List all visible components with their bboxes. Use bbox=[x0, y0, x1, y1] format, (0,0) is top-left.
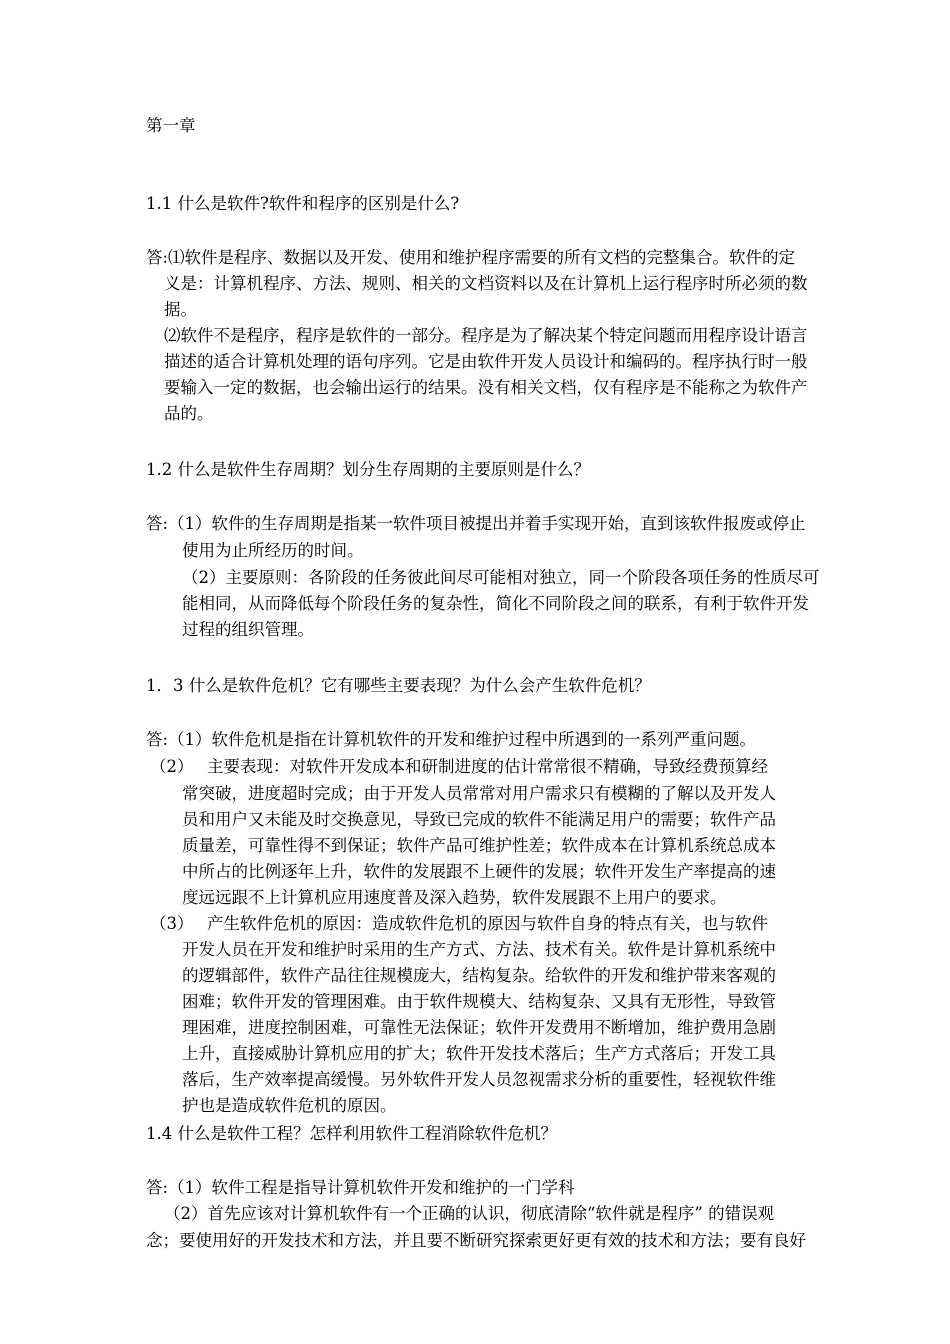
answer-1-2-line-4: 能相同，从而降低每个阶段任务的复杂性，简化不同阶段之间的联系，有利于软件开发 bbox=[182, 594, 809, 613]
answer-1-3-line-15: 护也是造成软件危机的原因。 bbox=[182, 1096, 397, 1115]
answer-1-3-line-13: 上升，直接威胁计算机应用的扩大；软件开发技术落后；生产方式落后；开发工具 bbox=[182, 1044, 776, 1063]
answer-1-4-line-2: （2）首先应该对计算机软件有一个正确的认识，彻底清除“软件就是程序” 的错误观 bbox=[164, 1204, 775, 1223]
answer-1-3-line-10: 的逻辑部件，软件产品往往规模庞大，结构复杂。给软件的开发和维护带来客观的 bbox=[182, 966, 776, 985]
answer-1-3-line-6: 中所占的比例逐年上升，软件的发展跟不上硬件的发展；软件开发生产率提高的速 bbox=[182, 862, 776, 881]
question-1-2: 1.2 什么是软件生存周期？划分生存周期的主要原则是什么？ bbox=[146, 460, 590, 479]
answer-1-1-line-1: 答:⑴软件是程序、数据以及开发、使用和维护程序需要的所有文档的完整集合。软件的定 bbox=[146, 248, 796, 267]
answer-1-3-line-5: 质量差，可靠性得不到保证；软件产品可维护性差；软件成本在计算机系统总成本 bbox=[182, 836, 776, 855]
answer-1-2-line-3: （2）主要原则：各阶段的任务彼此间尽可能相对独立，同一个阶段各项任务的性质尽可 bbox=[182, 568, 820, 587]
answer-1-1-line-6: 要输入一定的数据，也会输出运行的结果。没有相关文档，仅有程序是不能称之为软件产 bbox=[164, 378, 808, 397]
answer-1-3-line-1: 答:（1）软件危机是指在计算机软件的开发和维护过程中所遇到的一系列严重问题。 bbox=[146, 730, 757, 749]
question-1-1: 1.1 什么是软件?软件和程序的区别是什么? bbox=[146, 194, 460, 213]
answer-1-2-line-1: 答:（1）软件的生存周期是指某一软件项目被提出并着手实现开始，直到该软件报废或停止 bbox=[146, 514, 806, 533]
answer-1-3-line-3: 常突破，进度超时完成；由于开发人员常常对用户需求只有模糊的了解以及开发人 bbox=[182, 784, 776, 803]
answer-1-1-line-2: 义是：计算机程序、方法、规则、相关的文档资料以及在计算机上运行程序时所必须的数 bbox=[164, 274, 808, 293]
question-1-3: 1．3 什么是软件危机？它有哪些主要表现？为什么会产生软件危机？ bbox=[146, 676, 651, 695]
answer-1-1-line-7: 品的。 bbox=[164, 404, 214, 423]
answer-1-1-line-4: ⑵软件不是程序，程序是软件的一部分。程序是为了解决某个特定问题而用程序设计语言 bbox=[164, 326, 808, 345]
answer-1-1-line-3: 据。 bbox=[164, 300, 197, 319]
answer-1-3-line-4: 员和用户又未能及时交换意见，导致已完成的软件不能满足用户的需要；软件产品 bbox=[182, 810, 776, 829]
answer-1-2-line-5: 过程的组织管理。 bbox=[182, 620, 314, 639]
answer-1-3-line-11: 困难；软件开发的管理困难。由于软件规模大、结构复杂、又具有无形性，导致管 bbox=[182, 992, 776, 1011]
question-1-4: 1.4 什么是软件工程？怎样利用软件工程消除软件危机？ bbox=[146, 1124, 557, 1143]
answer-1-3-line-14: 落后，生产效率提高缓慢。另外软件开发人员忽视需求分析的重要性，轻视软件维 bbox=[182, 1070, 776, 1089]
chapter-heading: 第一章 bbox=[146, 116, 196, 135]
answer-1-2-line-2: 使用为止所经历的时间。 bbox=[182, 541, 364, 560]
answer-1-4-line-1: 答:（1）软件工程是指导计算机软件开发和维护的一门学科 bbox=[146, 1178, 575, 1197]
answer-1-3-line-12: 理困难，进度控制困难，可靠性无法保证；软件开发费用不断增加，维护费用急剧 bbox=[182, 1018, 776, 1037]
answer-1-3-line-8: （3） 产生软件危机的原因：造成软件危机的原因与软件自身的特点有关，也与软件 bbox=[150, 914, 768, 933]
answer-1-4-line-3: 念；要使用好的开发技术和方法，并且要不断研究探索更好更有效的技术和方法；要有良好 bbox=[146, 1231, 806, 1250]
answer-1-3-line-2: （2） 主要表现：对软件开发成本和研制进度的估计常常很不精确，导致经费预算经 bbox=[150, 757, 768, 776]
answer-1-3-line-7: 度远远跟不上计算机应用速度普及深入趋势，软件发展跟不上用户的要求。 bbox=[182, 888, 727, 907]
answer-1-1-line-5: 描述的适合计算机处理的语句序列。它是由软件开发人员设计和编码的。程序执行时一般 bbox=[164, 352, 808, 371]
answer-1-3-line-9: 开发人员在开发和维护时采用的生产方式、方法、技术有关。软件是计算机系统中 bbox=[182, 940, 776, 959]
